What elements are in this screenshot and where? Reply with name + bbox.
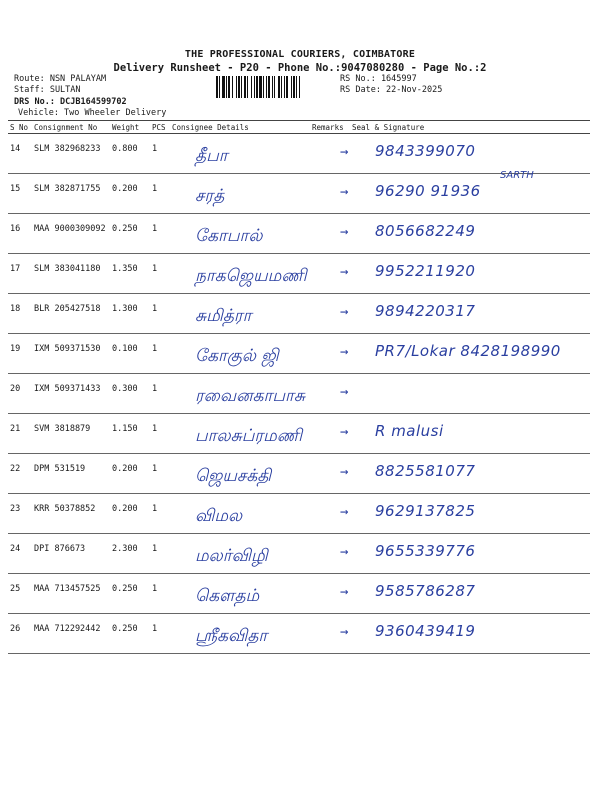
- row-sno: 17: [8, 254, 32, 294]
- row-consignment-no: MAA 713457525: [32, 574, 110, 614]
- row-weight: 0.250: [110, 574, 150, 614]
- row-consignment-no: SVM 3818879: [32, 414, 110, 454]
- handwritten-arrow-icon: →: [340, 543, 349, 560]
- staff-label: Staff: SULTAN: [14, 85, 81, 95]
- row-consignment-no: SLM 383041180: [32, 254, 110, 294]
- row-consignment-no: IXM 509371433: [32, 374, 110, 414]
- handwritten-arrow-icon: →: [340, 383, 349, 400]
- handwritten-signature: 9585786287: [375, 581, 476, 600]
- row-pcs: 1: [150, 454, 170, 494]
- table-row: [8, 614, 590, 654]
- handwritten-signature: 9629137825: [375, 501, 476, 520]
- col-header-weight: Weight: [110, 121, 150, 134]
- row-signature: [350, 374, 590, 414]
- col-header-pcs: PCS: [150, 121, 170, 134]
- row-pcs: 1: [150, 174, 170, 214]
- handwritten-consignee-name: மலர்விழி: [195, 545, 268, 566]
- col-header-sno: S No: [8, 121, 32, 134]
- row-consignment-no: SLM 382871755: [32, 174, 110, 214]
- handwritten-signature: 9843399070: [375, 141, 476, 160]
- row-sno: 22: [8, 454, 32, 494]
- row-consignee-details: [170, 134, 310, 174]
- rs-number: RS No.: 1645997: [340, 74, 417, 84]
- handwritten-signature: 9952211920: [375, 261, 476, 280]
- row-pcs: 1: [150, 414, 170, 454]
- route-label: Route: NSN PALAYAM: [14, 74, 107, 84]
- handwritten-signature: 9360439419: [375, 621, 476, 640]
- row-pcs: 1: [150, 494, 170, 534]
- handwritten-arrow-icon: →: [340, 303, 349, 320]
- handwritten-arrow-icon: →: [340, 223, 349, 240]
- row-weight: 0.300: [110, 374, 150, 414]
- row-weight: 0.800: [110, 134, 150, 174]
- row-sno: 19: [8, 334, 32, 374]
- row-consignment-no: BLR 205427518: [32, 294, 110, 334]
- handwritten-note: SARTH: [500, 169, 534, 181]
- row-consignment-no: SLM 382968233: [32, 134, 110, 174]
- table-row: [8, 454, 590, 494]
- row-sno: 25: [8, 574, 32, 614]
- col-header-consignee: Consignee Details: [170, 121, 310, 134]
- row-consignment-no: MAA 712292442: [32, 614, 110, 654]
- handwritten-consignee-name: கோகுல் ஜி: [195, 345, 279, 366]
- handwritten-consignee-name: தீபா: [195, 145, 228, 166]
- handwritten-signature: 8056682249: [375, 221, 476, 240]
- row-weight: 0.250: [110, 614, 150, 654]
- row-sno: 21: [8, 414, 32, 454]
- row-sno: 14: [8, 134, 32, 174]
- table-row: [8, 574, 590, 614]
- drs-number: DRS No.: DCJB164599702: [14, 97, 127, 107]
- col-header-consignment: Consignment No: [32, 121, 110, 134]
- col-header-remarks: Remarks: [310, 121, 350, 134]
- row-pcs: 1: [150, 254, 170, 294]
- table-header-row: [8, 121, 590, 134]
- row-consignment-no: DPI 876673: [32, 534, 110, 574]
- handwritten-arrow-icon: →: [340, 423, 349, 440]
- handwritten-arrow-icon: →: [340, 463, 349, 480]
- handwritten-consignee-name: கோபால்: [195, 225, 263, 246]
- row-sno: 26: [8, 614, 32, 654]
- handwritten-signature: R malusi: [375, 421, 444, 440]
- runsheet-subtitle: Delivery Runsheet - P20 - Phone No.:9047080280 - Page No.:2: [113, 62, 487, 74]
- handwritten-consignee-name: ஸ்ரீகவிதா: [195, 625, 268, 646]
- handwritten-arrow-icon: →: [340, 143, 349, 160]
- handwritten-consignee-name: விமல: [195, 505, 243, 526]
- handwritten-consignee-name: சுமித்ரா: [195, 305, 252, 326]
- row-pcs: 1: [150, 374, 170, 414]
- barcode-image: [216, 76, 336, 98]
- handwritten-arrow-icon: →: [340, 263, 349, 280]
- handwritten-arrow-icon: →: [340, 183, 349, 200]
- row-pcs: 1: [150, 574, 170, 614]
- row-pcs: 1: [150, 614, 170, 654]
- col-header-signature: Seal & Signature: [350, 121, 590, 134]
- row-sno: 23: [8, 494, 32, 534]
- row-sno: 24: [8, 534, 32, 574]
- row-consignment-no: MAA 9000309092: [32, 214, 110, 254]
- table-row: [8, 494, 590, 534]
- handwritten-consignee-name: கௌதம்: [195, 585, 260, 606]
- handwritten-consignee-name: ஜெயசக்தி: [195, 465, 272, 486]
- row-weight: 0.200: [110, 494, 150, 534]
- row-pcs: 1: [150, 534, 170, 574]
- row-weight: 1.300: [110, 294, 150, 334]
- handwritten-signature: 9655339776: [375, 541, 476, 560]
- row-weight: 0.250: [110, 214, 150, 254]
- handwritten-signature: 96290 91936: [375, 181, 481, 200]
- row-consignment-no: IXM 509371530: [32, 334, 110, 374]
- company-title: THE PROFESSIONAL COURIERS, COIMBATORE: [184, 49, 416, 60]
- row-weight: 2.300: [110, 534, 150, 574]
- handwritten-signature: 8825581077: [375, 461, 476, 480]
- rs-date: RS Date: 22-Nov-2025: [340, 85, 443, 95]
- vehicle-label: Vehicle: Two Wheeler Delivery: [18, 108, 167, 118]
- row-sno: 15: [8, 174, 32, 214]
- row-pcs: 1: [150, 214, 170, 254]
- row-pcs: 1: [150, 334, 170, 374]
- row-sno: 20: [8, 374, 32, 414]
- handwritten-arrow-icon: →: [340, 503, 349, 520]
- row-weight: 0.200: [110, 454, 150, 494]
- handwritten-signature: PR7/Lokar 8428198990: [375, 341, 561, 360]
- handwritten-consignee-name: ரவைனகாபாசு: [195, 385, 306, 406]
- row-pcs: 1: [150, 294, 170, 334]
- row-pcs: 1: [150, 134, 170, 174]
- row-sno: 18: [8, 294, 32, 334]
- row-consignee-details: [170, 174, 310, 214]
- row-weight: 0.200: [110, 174, 150, 214]
- handwritten-arrow-icon: →: [340, 623, 349, 640]
- handwritten-consignee-name: நாகஜெயமணி: [195, 265, 307, 286]
- row-sno: 16: [8, 214, 32, 254]
- row-consignment-no: KRR 50378852: [32, 494, 110, 534]
- row-weight: 0.100: [110, 334, 150, 374]
- table-row: [8, 214, 590, 254]
- handwritten-consignee-name: சரத்: [195, 185, 225, 206]
- table-row: [8, 294, 590, 334]
- row-weight: 1.150: [110, 414, 150, 454]
- table-row: [8, 534, 590, 574]
- handwritten-arrow-icon: →: [340, 583, 349, 600]
- table-row: [8, 134, 590, 174]
- handwritten-arrow-icon: →: [340, 343, 349, 360]
- handwritten-consignee-name: பாலசுப்ரமணி: [195, 425, 303, 446]
- row-weight: 1.350: [110, 254, 150, 294]
- handwritten-signature: 9894220317: [375, 301, 476, 320]
- row-consignment-no: DPM 531519: [32, 454, 110, 494]
